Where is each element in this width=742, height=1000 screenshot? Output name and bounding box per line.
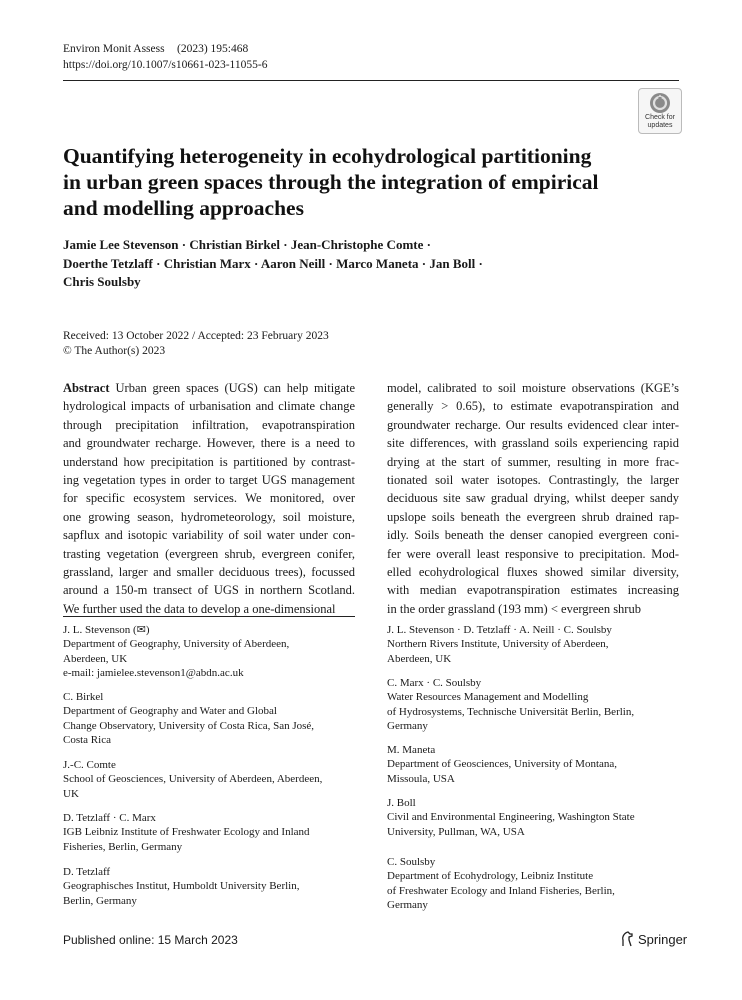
badge-line1: Check for (645, 114, 675, 121)
abstract-line: groundwater recharge. Our results evidenced clear inter- (387, 417, 679, 432)
title-line: Quantifying heterogeneity in ecohydrological partitioning (63, 144, 592, 168)
affiliation-block (387, 796, 682, 839)
article-title (63, 143, 653, 221)
affiliation-block (387, 623, 682, 666)
citation: (2023) 195:468 (177, 43, 249, 55)
affiliation-line: IGB Leibniz Institute of Freshwater Ecology and Inland (63, 826, 310, 839)
affiliation-line: Department of Geography and Water and Global (63, 705, 277, 718)
copyright: © The Author(s) 2023 (63, 345, 166, 357)
affiliation-line: Geographisches Institut, Humboldt University Berlin, (63, 880, 300, 893)
affiliation-line: Germany (387, 720, 428, 733)
abstract-line: model, calibrated to soil moisture observations (KGE’s (387, 381, 679, 395)
abstract-line: one growing season, hydrometeorology, soil moisture, (63, 509, 355, 524)
affiliation-line: Change Observatory, University of Costa Rica, San José, (63, 719, 315, 732)
header-rule (63, 80, 679, 81)
abstract-line: through precipitation infiltration, evapotranspiration (63, 417, 355, 432)
affiliation-line[interactable]: e-mail: jamielee.stevenson1@abdn.ac.uk (63, 667, 244, 680)
abstract-text: Urban green spaces (UGS) can help mitigate (115, 381, 355, 395)
abstract-line: in the order grassland (193 mm) < evergreen shrub (387, 601, 641, 616)
abstract-left-column (63, 379, 355, 618)
abstract-line: We further used the data to develop a one-dimensional (63, 601, 336, 616)
abstract-line: with median evapotranspiration estimates increasing (387, 583, 679, 598)
abstract-line: site differences, with grassland soils experiencing rapid (387, 436, 679, 451)
affiliation-block (63, 690, 358, 748)
author-line: Jamie Lee Stevenson · Christian Birkel · Jean-Christophe Comte · (63, 237, 431, 252)
running-header (63, 41, 267, 73)
abstract-line: ing vegetation types in order to target UGS management (63, 472, 355, 487)
abstract-line: around a 150-m transect of UGS in northern Scotland. (63, 583, 355, 598)
affiliation-authors: J. L. Stevenson · D. Tetzlaff · A. Neill · C. Soulsby (387, 624, 612, 636)
abstract-line: drying at the start of summer, resulting in more frac- (387, 454, 679, 469)
abstract-line: upslope soils beneath the evergreen shrub drained rap- (387, 509, 679, 524)
abstract-line: deciduous site saw gradual drying, whilst deeper sandy (387, 491, 679, 506)
badge-line2: updates (647, 121, 673, 129)
affiliation-line: Northern Rivers Institute, University of Aberdeen, (387, 638, 609, 651)
publisher-logo (620, 931, 687, 947)
abstract-line: hydrological impacts of urbanisation and climate change (63, 399, 355, 414)
abstract-line: fer were overall least responsive to precipitation. Mod- (387, 546, 679, 561)
abstract-line: and groundwater recharge. However, there is a need to (63, 436, 355, 451)
abstract-right-column (387, 379, 679, 618)
affiliation-line: of Freshwater Ecology and Inland Fisheries, Berlin, (387, 884, 615, 897)
affiliation-line: Department of Geosciences, University of Montana, (387, 758, 618, 771)
affiliation-authors: D. Tetzlaff · C. Marx (63, 812, 156, 824)
affiliation-authors: J. Boll (387, 797, 416, 809)
affiliation-block (387, 855, 682, 913)
affiliation-line: Costa Rica (63, 734, 111, 747)
affiliation-authors: C. Soulsby (387, 856, 436, 868)
affiliation-authors: J. L. Stevenson (✉) (63, 624, 150, 636)
abstract-line: sapflux and isotopic variability of soil water under con- (63, 528, 355, 543)
published-online: Published online: 15 March 2023 (63, 933, 238, 947)
affiliation-authors: C. Marx · C. Soulsby (387, 677, 482, 689)
article-dates (63, 329, 329, 359)
affiliation-authors: M. Maneta (387, 744, 436, 756)
affiliation-line: University, Pullman, WA, USA (387, 825, 525, 838)
affiliation-block (63, 811, 358, 854)
affiliation-authors: J.-C. Comte (63, 759, 116, 771)
abstract-line: for specific ecosystem services. We monitored, over (63, 491, 355, 506)
affiliation-line: Aberdeen, UK (63, 652, 128, 665)
affiliation-line: Water Resources Management and Modelling (387, 691, 589, 704)
affiliation-block (63, 865, 358, 908)
check-updates-icon (649, 92, 671, 114)
author-line: Chris Soulsby (63, 274, 141, 289)
abstract-line: tionated soil water isotopes. Contrastingly, the larger (387, 472, 679, 487)
affiliation-line: Fisheries, Berlin, Germany (63, 840, 183, 853)
affiliation-line: Civil and Environmental Engineering, Washington State (387, 811, 635, 824)
footnote-rule (63, 616, 355, 617)
affiliation-block (387, 676, 682, 734)
affiliation-line: Germany (387, 899, 428, 912)
springer-horse-icon (620, 931, 634, 947)
affiliation-line: of Hydrosystems, Technische Universität Berlin, Berlin, (387, 705, 635, 718)
abstract-line: idly. Soils beneath the denser canopied evergreen coni- (387, 528, 679, 543)
affiliation-line: Department of Ecohydrology, Leibniz Institute (387, 870, 594, 883)
title-line: and modelling approaches (63, 196, 304, 220)
author-list (63, 236, 533, 292)
author-line: Doerthe Tetzlaff · Christian Marx · Aaron Neill · Marco Maneta · Jan Boll · (63, 255, 483, 271)
affiliation-line: UK (63, 787, 79, 800)
affiliation-line: Aberdeen, UK (387, 652, 452, 665)
doi-link[interactable]: https://doi.org/10.1007/s10661-023-11055-6 (63, 59, 268, 71)
check-for-updates-badge[interactable] (638, 88, 682, 134)
received-accepted: Received: 13 October 2022 / Accepted: 23 February 2023 (63, 330, 329, 342)
affiliation-line: Berlin, Germany (63, 894, 137, 907)
abstract-line: generally > 0.65), to estimate evapotranspiration and (387, 399, 679, 414)
abstract-label: Abstract (63, 381, 110, 395)
abstract-line: understand how precipitation is partitioned by contrast- (63, 454, 355, 469)
affiliation-block (63, 758, 358, 801)
title-line: in urban green spaces through the integration of empirical (63, 170, 599, 194)
affiliation-authors: C. Birkel (63, 691, 104, 703)
abstract-line: trasting vegetation (evergreen shrub, evergreen conifer, (63, 546, 355, 561)
abstract-line: grassland, larger and smaller deciduous trees), focussed (63, 564, 355, 579)
affiliation-line: Missoula, USA (387, 772, 455, 785)
affiliation-authors: D. Tetzlaff (63, 866, 111, 878)
publisher-name: Springer (638, 931, 688, 947)
abstract-line (63, 379, 355, 397)
journal-name: Environ Monit Assess (63, 43, 165, 55)
affiliation-line: School of Geosciences, University of Aberdeen, Aberdeen, (63, 773, 323, 786)
abstract-line: elled ecohydrological fluxes showed similar diversity, (387, 564, 679, 579)
affiliation-line: Department of Geography, University of Aberdeen, (63, 638, 290, 651)
affiliation-block (63, 623, 358, 681)
affiliation-block (387, 743, 682, 786)
